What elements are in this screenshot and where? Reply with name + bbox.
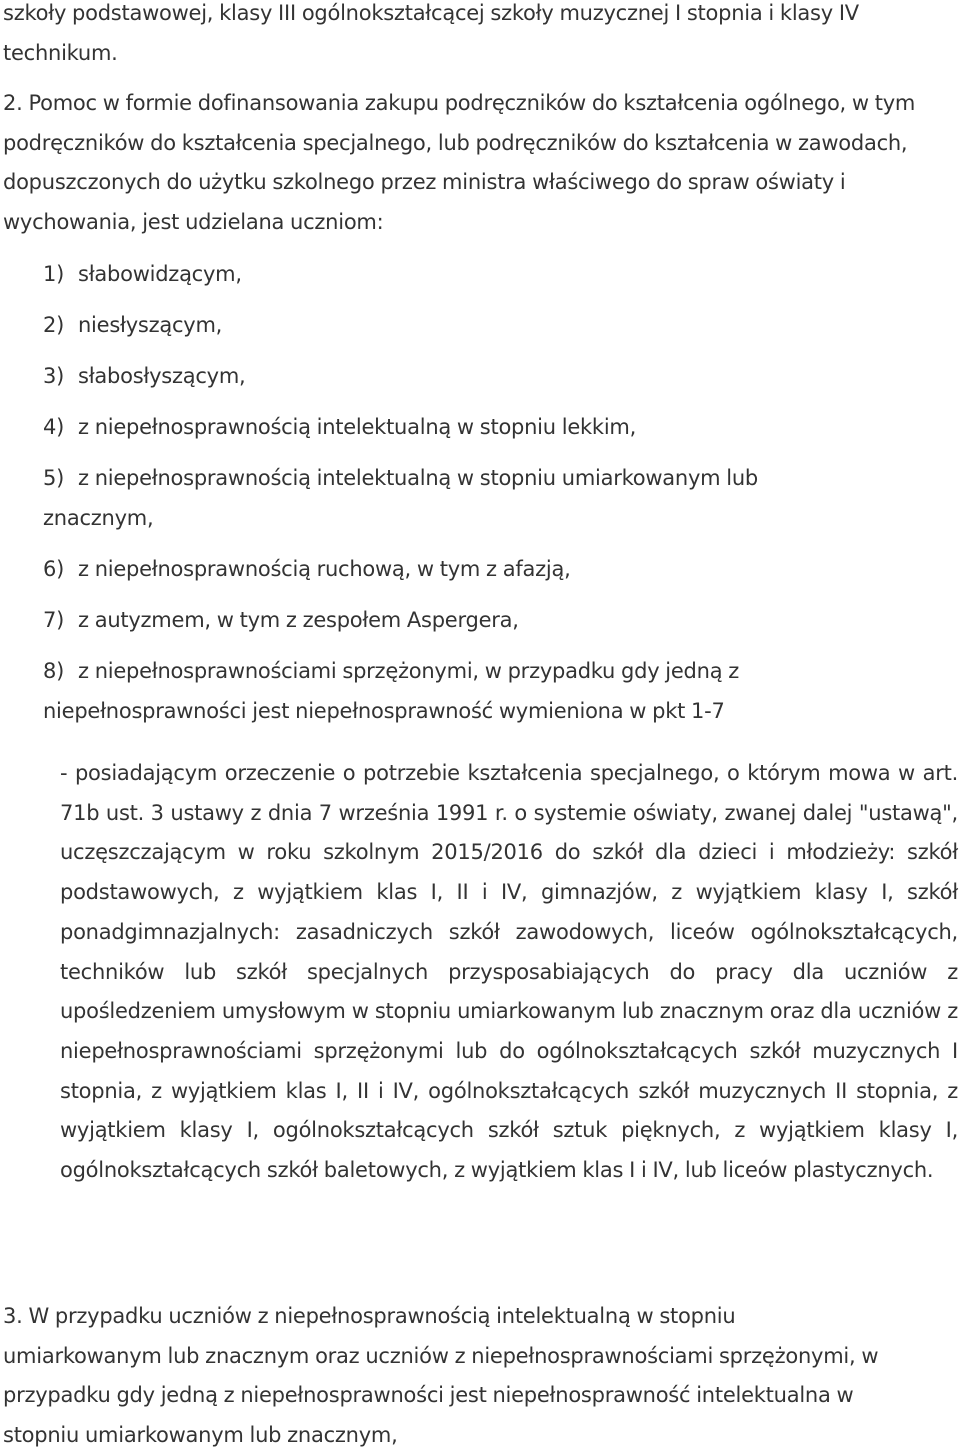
- list-item-text: z niepełnosprawnością ruchową, w tym z afazją,: [78, 557, 571, 581]
- list-item: [43, 357, 913, 397]
- list-item: [43, 601, 913, 641]
- intro-paragraph: szkoły podstawowej, klasy III ogólnokształcącej szkoły muzycznej I stopnia i klasy IV technikum.: [3, 1, 859, 65]
- list-item-number: 3): [43, 364, 65, 388]
- list-item-text: słabosłyszącym,: [78, 364, 246, 388]
- list-item: [43, 550, 913, 590]
- list-item-text: z niepełnosprawnościami sprzężonymi, w przypadku gdy jedną z: [78, 659, 740, 683]
- list-item-text: znacznym,: [43, 506, 154, 530]
- list-item-continuation: [43, 499, 913, 539]
- list-item-text: niepełnosprawności jest niepełnosprawność wymieniona w pkt 1-7: [43, 699, 725, 723]
- point-3-paragraph: 3. W przypadku uczniów z niepełnosprawnością intelektualną w stopniu umiarkowanym lub znacznym oraz uczniów z niepełnosprawnościami sprzężonymi, w przypadku gdy jedną z niepełnosprawności jest niepełnosprawność intelektualna w stopniu umiarkowanym lub znacznym,: [3, 1304, 879, 1448]
- list-item-number: 4): [43, 415, 65, 439]
- list-item-text: z niepełnosprawnością intelektualną w stopniu lekkim,: [78, 415, 637, 439]
- list-item-text: z niepełnosprawnością intelektualną w stopniu umiarkowanym lub: [78, 466, 759, 490]
- list-item: [43, 408, 913, 448]
- list-item-text: z autyzmem, w tym z zespołem Aspergera,: [78, 608, 519, 632]
- list-item-continuation: [43, 692, 943, 732]
- list-item-number: 8): [43, 659, 65, 683]
- list-item-number: 6): [43, 557, 65, 581]
- list-item: [43, 255, 913, 295]
- list-item-text: niesłyszącym,: [78, 313, 223, 337]
- list-item-number: 2): [43, 313, 65, 337]
- list-item: [43, 459, 913, 499]
- condition-paragraph: - posiadającym orzeczenie o potrzebie kształcenia specjalnego, o którym mowa w art. 71b ust. 3 ustawy z dnia 7 września 1991 r. o systemie oświaty, zwanej dalej "ustawą", uczęszczającym w roku szkolnym 2015/2016 do szkół dla dzieci i młodzieży: szkół podstawowych, z wyjątkiem klas I, II i IV, gimnazjów, z wyjątkiem klasy I, szkół ponadgimnazjalnych: zasadniczych szkół zawodowych, liceów ogólnokształcących, techników lub szkół specjalnych przysposabiających do pracy dla uczniów z upośledzeniem umysłowym w stopniu umiarkowanym lub znacznym oraz dla uczniów z niepełnosprawnościami sprzężonymi lub do ogólnokształcących szkół muzycznych I stopnia, z wyjątkiem klas I, II i IV, ogólnokształcących szkół muzycznych II stopnia, z wyjątkiem klasy I, ogólnokształcących szkół sztuk pięknych, z wyjątkiem klasy I, ogólnokształcących szkół baletowych, z wyjątkiem klas I i IV, lub liceów plastycznych.: [60, 761, 958, 1183]
- point-2-paragraph: 2. Pomoc w formie dofinansowania zakupu podręczników do kształcenia ogólnego, w tym podręczników do kształcenia specjalnego, lub podręczników do kształcenia w zawodach, dopuszczonych do użytku szkolnego przez ministra właściwego do spraw oświaty i wychowania, jest udzielana uczniom:: [3, 91, 916, 235]
- list-item: [43, 652, 913, 692]
- list-item-number: 5): [43, 466, 65, 490]
- list-item-text: słabowidzącym,: [78, 262, 242, 286]
- list-item-number: 1): [43, 262, 65, 286]
- list-item: [43, 306, 913, 346]
- list-item-number: 7): [43, 608, 65, 632]
